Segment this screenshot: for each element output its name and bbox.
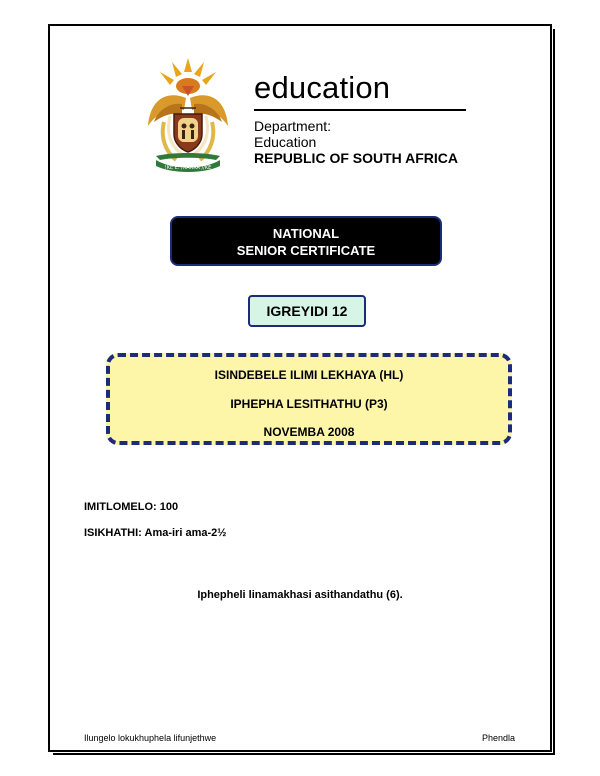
marks-line: IMITLOMELO: 100 xyxy=(84,501,179,513)
certificate-line-1: NATIONAL xyxy=(272,226,340,241)
grade-box: IGREYIDI 12 xyxy=(248,295,366,327)
certificate-box xyxy=(170,216,442,266)
exam-date: NOVEMBA 2008 xyxy=(263,425,355,439)
footer-copyright: Ilungelo lokukhuphela lifunjethwe xyxy=(84,733,217,743)
pages-note: Iphepheli linamakhasi asithandathu (6). xyxy=(197,589,403,601)
footer-turn-over: Phendla xyxy=(482,733,516,743)
brand-word: education xyxy=(254,70,391,105)
time-line: ISIKHATHI: Ama-iri ama-2½ xyxy=(84,527,227,539)
dept-line-education: Education xyxy=(254,134,317,150)
coat-of-arms-icon xyxy=(142,56,234,174)
crest-motto: !KE E: /XARRA //KE xyxy=(164,165,212,171)
certificate-line-2: SENIOR CERTIFICATE xyxy=(236,243,376,258)
subject-title: ISINDEBELE ILIMI LEKHAYA (HL) xyxy=(214,368,404,382)
brand-rule xyxy=(254,109,466,111)
subject-box xyxy=(106,353,512,445)
dept-line-country: REPUBLIC OF SOUTH AFRICA xyxy=(254,150,459,166)
dept-line-department: Department: xyxy=(254,118,332,134)
paper-title: IPHEPHA LESITHATHU (P3) xyxy=(230,397,388,411)
